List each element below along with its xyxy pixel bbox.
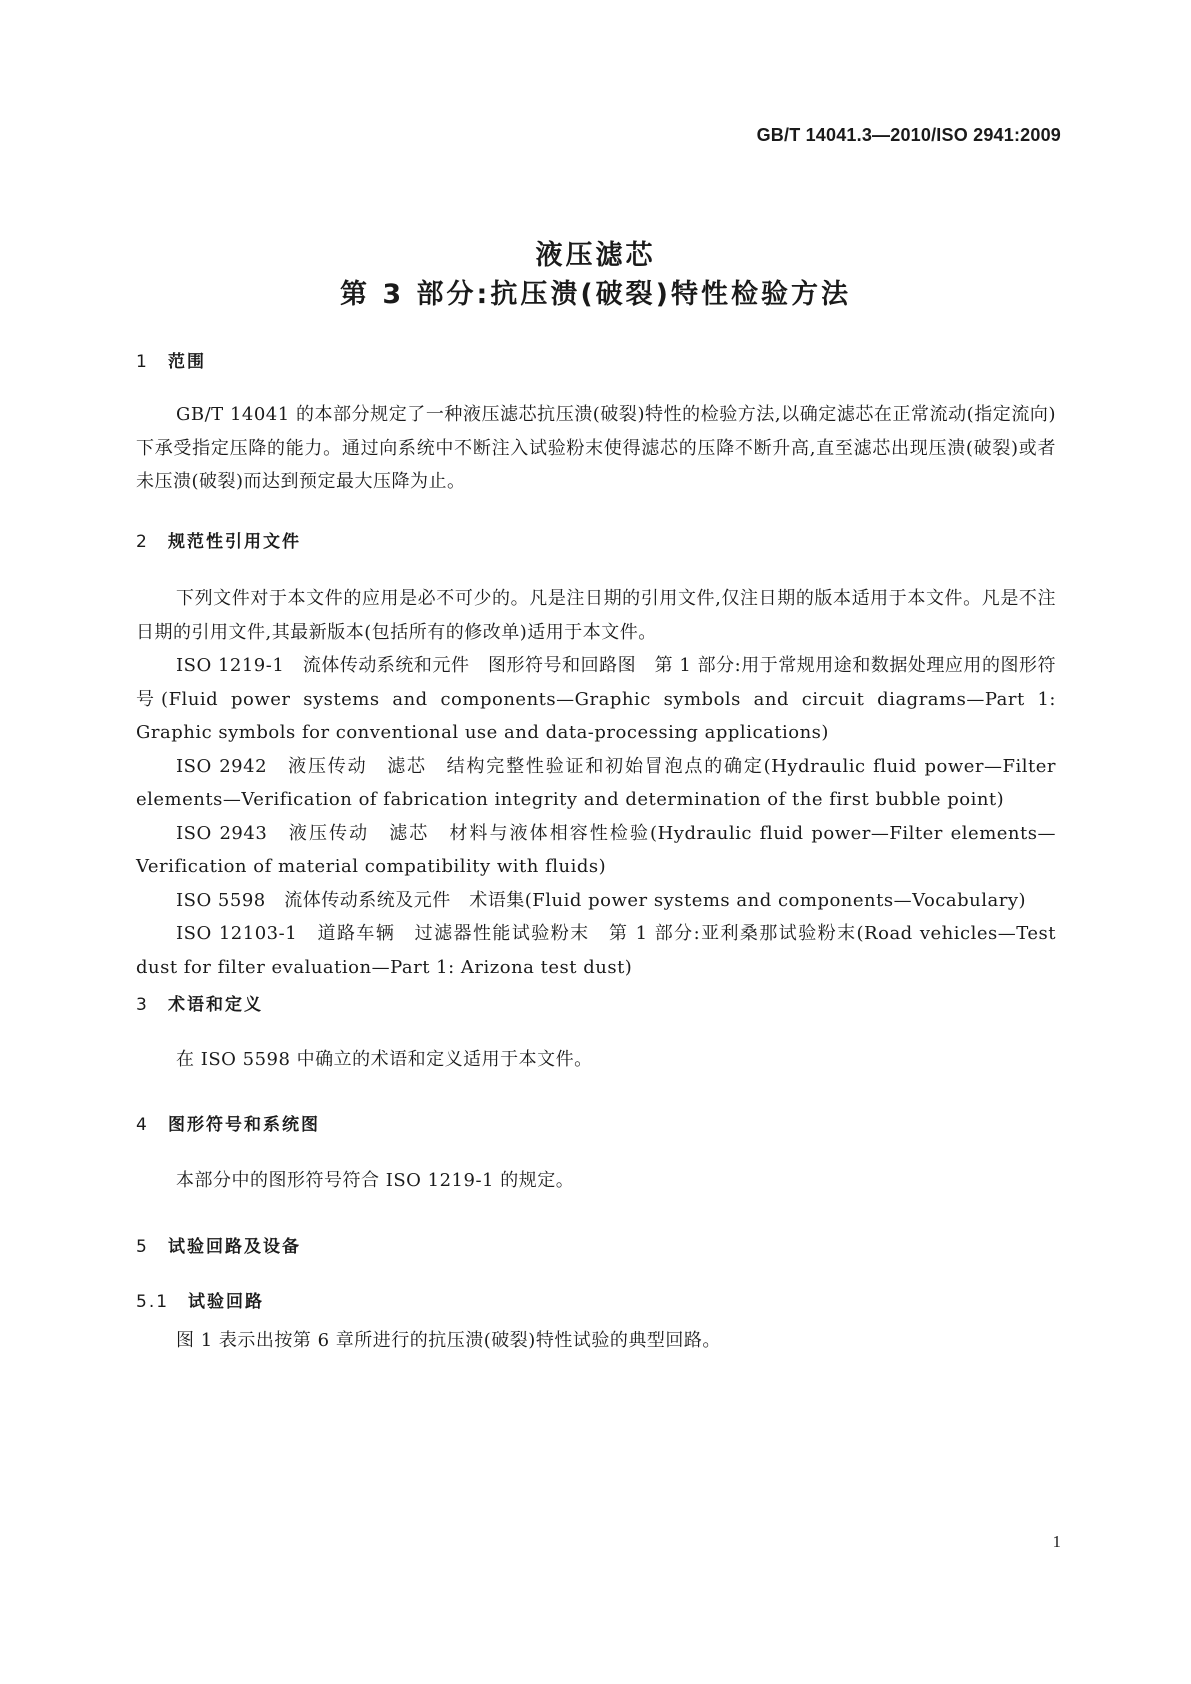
paragraph: 下列文件对于本文件的应用是必不可少的。凡是注日期的引用文件,仅注日期的版本适用于本文件。凡是不注日期的引用文件,其最新版本(包括所有的修改单)适用于本文件。 <box>136 588 1056 643</box>
section-body-symbols <box>136 1164 1056 1198</box>
paragraph: 图 1 表示出按第 6 章所进行的抗压溃(破裂)特性试验的典型回路。 <box>176 1330 721 1351</box>
section-number: 3 <box>136 995 149 1015</box>
section-heading-normative-references <box>136 527 301 552</box>
section-body-normative-references <box>136 582 1056 984</box>
reference-iso-5598: ISO 5598 流体传动系统及元件 术语集(Fluid power systems and components—Vocabulary) <box>176 889 1027 911</box>
reference-iso-12103-1: ISO 12103-1 道路车辆 过滤器性能试验粉末 第 1 部分:亚利桑那试验粉末(Road vehicles—Test dust for filter evaluation—Part 1: Arizona test dust) <box>136 923 1056 978</box>
section-number: 4 <box>136 1115 149 1135</box>
subsection-body-test-circuit <box>136 1324 1056 1358</box>
section-title: 图形符号和系统图 <box>168 1115 320 1135</box>
section-number: 5 <box>136 1237 149 1257</box>
section-heading-symbols <box>136 1110 320 1135</box>
section-title: 试验回路及设备 <box>168 1237 301 1257</box>
standard-code: GB/T 14041.3—2010/ISO 2941:2009 <box>756 125 1061 145</box>
section-heading-terms <box>136 990 263 1015</box>
section-title: 范围 <box>168 352 206 372</box>
section-title: 规范性引用文件 <box>168 532 301 552</box>
section-heading-scope <box>136 347 206 372</box>
section-body-terms <box>136 1043 1056 1077</box>
section-number: 5.1 <box>136 1292 170 1312</box>
document-title: 液压滤芯 <box>535 240 656 271</box>
section-title: 试验回路 <box>188 1292 264 1312</box>
section-body-scope <box>136 398 1056 499</box>
paragraph: GB/T 14041 的本部分规定了一种液压滤芯抗压溃(破裂)特性的检验方法,以确定滤芯在正常流动(指定流向)下承受指定压降的能力。通过向系统中不断注入试验粉末使得滤芯的压降不断升高,直至滤芯出现压溃(破裂)或者未压溃(破裂)而达到预定最大压降为止。 <box>136 404 1056 492</box>
paragraph: 在 ISO 5598 中确立的术语和定义适用于本文件。 <box>176 1049 593 1070</box>
section-number: 1 <box>136 352 149 372</box>
reference-iso-2942: ISO 2942 液压传动 滤芯 结构完整性验证和初始冒泡点的确定(Hydraulic fluid power—Filter elements—Verification of fabrication integrity and determination of the first bubble point) <box>136 755 1056 810</box>
reference-iso-1219-1: ISO 1219-1 流体传动系统和元件 图形符号和回路图 第 1 部分:用于常规用途和数据处理应用的图形符号(Fluid power systems and components—Graphic symbols and circuit diagrams—Part 1: Graphic symbols for conventional use and data-processing applications) <box>136 655 1056 743</box>
subsection-heading-test-circuit <box>136 1287 264 1312</box>
section-title: 术语和定义 <box>168 995 263 1015</box>
reference-iso-2943: ISO 2943 液压传动 滤芯 材料与液体相容性检验(Hydraulic fluid power—Filter elements—Verification of material compatibility with fluids) <box>136 822 1056 877</box>
section-heading-test-circuit-equipment <box>136 1232 301 1257</box>
document-subtitle: 第 3 部分:抗压溃(破裂)特性检验方法 <box>339 279 852 310</box>
page-number: 1 <box>1052 1532 1061 1551</box>
section-number: 2 <box>136 532 149 552</box>
paragraph: 本部分中的图形符号符合 ISO 1219-1 的规定。 <box>176 1170 575 1191</box>
